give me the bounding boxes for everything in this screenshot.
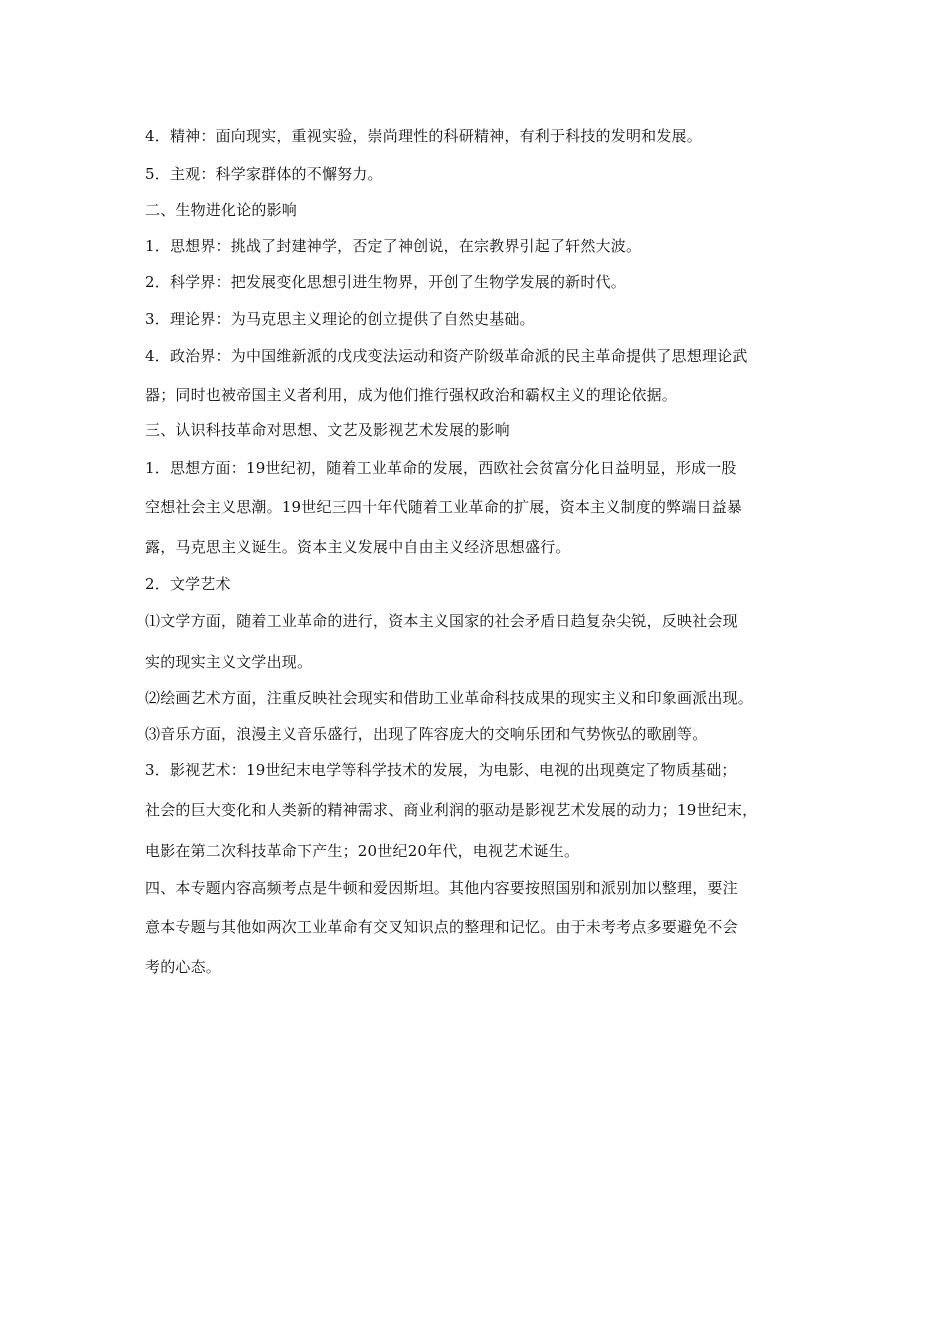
text-line: 考的心态。 <box>145 958 222 976</box>
text-line: 3．影视艺术：19世纪末电学等科学技术的发展，为电影、电视的出现奠定了物质基础； <box>145 761 737 779</box>
text-line: 1．思想方面：19世纪初，随着工业革命的发展，西欧社会贫富分化日益明显，形成一股 <box>145 459 737 477</box>
text-line: 4．政治界：为中国维新派的戊戌变法运动和资产阶级革命派的民主革命提供了思想理论武 <box>145 347 748 365</box>
text-line: 1．思想界：挑战了封建神学，否定了神创说，在宗教界引起了轩然大波。 <box>145 237 642 255</box>
section-heading: 三、认识科技革命对思想、文艺及影视艺术发展的影响 <box>145 421 510 439</box>
text-line: 露，马克思主义诞生。资本主义发展中自由主义经济思想盛行。 <box>145 538 571 556</box>
text-line: 实的现实主义文学出现。 <box>145 653 313 671</box>
text-line: ⑵绘画艺术方面，注重反映社会现实和借助工业革命科技成果的现实主义和印象画派出现。 <box>145 689 754 707</box>
text-line: 2．科学界：把发展变化思想引进生物界，开创了生物学发展的新时代。 <box>145 273 626 291</box>
section-heading: 二、生物进化论的影响 <box>145 201 298 219</box>
text-line: 电影在第二次科技革命下产生；20世纪20年代，电视艺术诞生。 <box>145 842 580 860</box>
section-heading: 四、本专题内容高频考点是牛顿和爱因斯坦。其他内容要按照国别和派别加以整理，要注 <box>145 879 738 897</box>
text-line: 4．精神：面向现实，重视实验，崇尚理性的科研精神，有利于科技的发明和发展。 <box>145 127 702 145</box>
text-line: 器；同时也被帝国主义者利用，成为他们推行强权政治和霸权主义的理论依据。 <box>145 386 678 404</box>
text-line: 意本专题与其他如两次工业革命有交叉知识点的整理和记忆。由于未考考点多要避免不会 <box>145 918 738 936</box>
text-line: 3．理论界：为马克思主义理论的创立提供了自然史基础。 <box>145 310 535 328</box>
text-line: 2．文学艺术 <box>145 575 231 593</box>
text-line: ⑶音乐方面，浪漫主义音乐盛行，出现了阵容庞大的交响乐团和气势恢弘的歌剧等。 <box>145 725 708 743</box>
text-line: ⑴文学方面，随着工业革命的进行，资本主义国家的社会矛盾日趋复杂尖锐，反映社会现 <box>145 612 738 630</box>
text-line: 社会的巨大变化和人类新的精神需求、商业利润的驱动是影视艺术发展的动力；19世纪末， <box>145 801 758 819</box>
text-line: 5．主观：科学家群体的不懈努力。 <box>145 165 383 183</box>
text-line: 空想社会主义思潮。19世纪三四十年代随着工业革命的扩展，资本主义制度的弊端日益暴 <box>145 498 743 516</box>
